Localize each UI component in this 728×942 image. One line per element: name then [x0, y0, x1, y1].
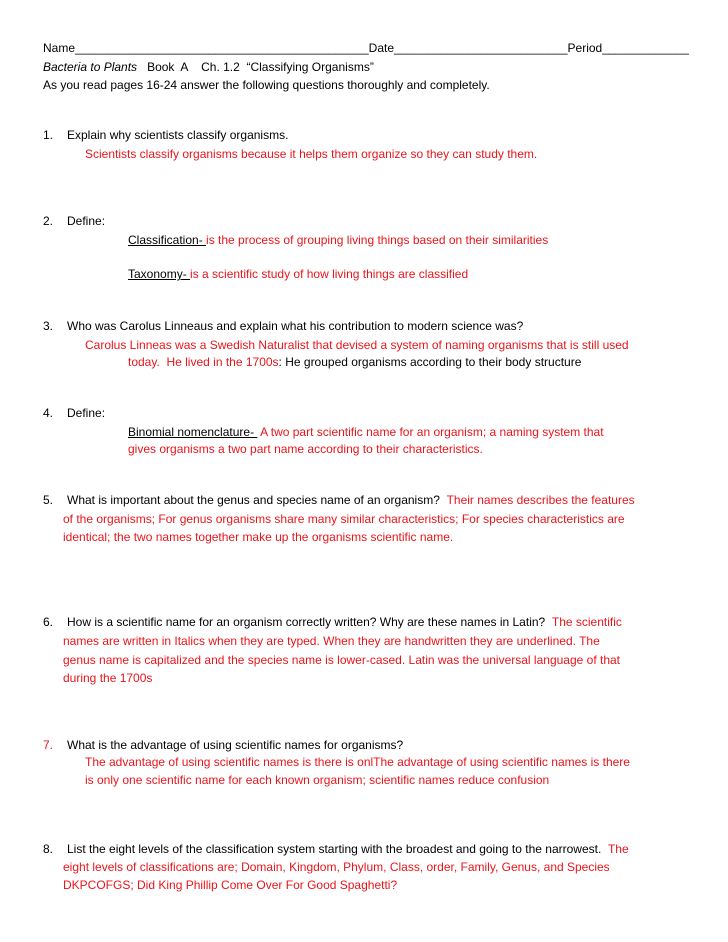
question-answer-line-1: [67, 613, 622, 632]
definition-classification: [128, 231, 548, 250]
question-number: 3.: [43, 319, 54, 333]
book-chapter-line: [43, 58, 374, 77]
definition-taxonomy: [128, 265, 468, 284]
answer-line-2: eight levels of classifications are; Domain, Kingdom, Phylum, Class, order, Family, Genus, and Species: [63, 860, 610, 874]
book-title: Bacteria to Plants: [43, 60, 138, 74]
def-binomial-line-2: gives organisms a two part name according to their characteristics.: [128, 442, 483, 456]
question-text: How is a scientific name for an organism correctly written? Why are these names in Latin?: [67, 615, 546, 629]
question-text: Who was Carolus Linneaus and explain what his contribution to modern science was?: [67, 319, 524, 333]
answer-line-1: The scientific: [551, 615, 622, 629]
answer-line-4: during the 1700s: [63, 671, 153, 685]
answer-black-part: : He grouped organisms according to their body structure: [278, 355, 582, 369]
question-text: Define:: [67, 406, 106, 420]
question-answer-line-1: [67, 491, 635, 510]
def-binomial-line-1: A two part scientific name for an organism; a naming system that: [257, 425, 604, 439]
answer-line-1: The advantage of using scientific names is there is onlThe advantage of using scientific names is there: [85, 755, 630, 769]
answer-line-1: The: [607, 842, 629, 856]
question-number: 6.: [43, 615, 54, 629]
answer-line-2: [128, 353, 581, 372]
chapter-info: Book A Ch. 1.2 “Classifying Organisms”: [137, 60, 374, 74]
answer-line-1: Carolus Linneas was a Swedish Naturalist that devised a system of naming organisms that is still used: [85, 338, 629, 352]
answer-line-3: genus name is capitalized and the species name is lower-cased. Latin was the universal language of that: [63, 653, 620, 667]
def-taxonomy: is a scientific study of how living things are classified: [190, 267, 469, 281]
answer-line-1: Their names describes the features: [446, 493, 635, 507]
question-text: Define:: [67, 214, 106, 228]
answer-line-2: of the organisms; For genus organisms share many similar characteristics; For species characteristics are: [63, 512, 625, 526]
question-number: 1.: [43, 128, 54, 142]
question-number: 8.: [43, 842, 54, 856]
answer-line-2: is only one scientific name for each known organism; scientific names reduce confusion: [85, 773, 550, 787]
question-number: 7.: [43, 738, 54, 752]
answer-red-part: today. He lived in the 1700s: [128, 355, 279, 369]
question-text: What is important about the genus and species name of an organism?: [67, 493, 440, 507]
question-number: 2.: [43, 214, 54, 228]
answer-line-3: DKPCOFGS; Did King Phillip Come Over For Good Spaghetti?: [63, 878, 398, 892]
question-number: 4.: [43, 406, 54, 420]
def-classification: is the process of grouping living things based on their similarities: [206, 233, 549, 247]
answer-line-2: names are written in Italics when they are typed. When they are handwritten they are underlined. The: [63, 634, 600, 648]
term-classification: Classification-: [128, 233, 207, 247]
answer-text: Scientists classify organisms because it helps them organize so they can study them.: [85, 147, 538, 161]
term-taxonomy: Taxonomy-: [128, 267, 191, 281]
instructions: As you read pages 16-24 answer the following questions thoroughly and completely.: [43, 78, 490, 92]
answer-line-3: identical; the two names together make up the organisms scientific name.: [63, 530, 454, 544]
question-number: 5.: [43, 493, 54, 507]
term-binomial: Binomial nomenclature-: [128, 425, 258, 439]
name-date-period-line: Name____________________________________________Date__________________________Period_____________: [43, 41, 689, 55]
question-text: List the eight levels of the classification system starting with the broadest and going to the narrowest.: [67, 842, 602, 856]
question-answer-line-1: [67, 840, 629, 859]
question-text: Explain why scientists classify organisms.: [67, 128, 289, 142]
question-text: What is the advantage of using scientific names for organisms?: [67, 738, 404, 752]
